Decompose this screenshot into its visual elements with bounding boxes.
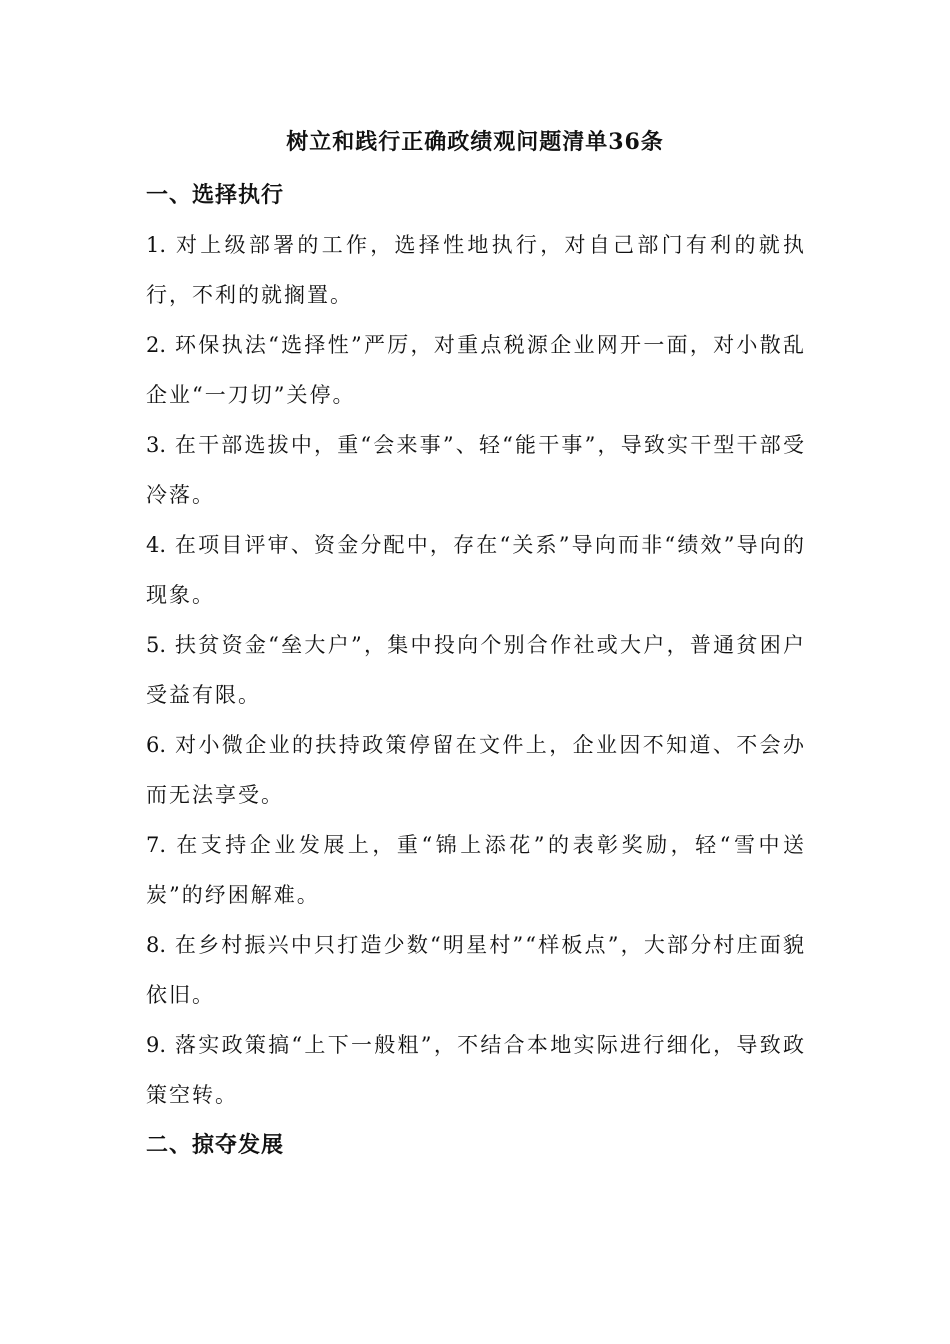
section-heading-2: 二、掠夺发展: [146, 1132, 285, 1158]
item-number: 1.: [146, 233, 167, 257]
list-item: [146, 220, 806, 320]
item-number: 7.: [146, 833, 167, 857]
document-body: [146, 170, 806, 1170]
list-item: [146, 420, 806, 520]
section-heading-1: 一、选择执行: [146, 182, 285, 208]
item-text: 对小微企业的扶持政策停留在文件上，企业因不知道、不会办而无法享受。: [146, 733, 806, 807]
list-item: [146, 520, 806, 620]
item-number: 4.: [146, 533, 167, 557]
item-number: 8.: [146, 933, 167, 957]
list-item: [146, 320, 806, 420]
document-title: 树立和践行正确政绩观问题清单36条: [286, 129, 664, 155]
list-item: [146, 620, 806, 720]
item-text: 扶贫资金“垒大户”，集中投向个别合作社或大户，普通贫困户受益有限。: [146, 633, 806, 707]
item-number: 5.: [146, 633, 167, 657]
item-text: 在干部选拔中，重“会来事”、轻“能干事”，导致实干型干部受冷落。: [146, 433, 806, 507]
item-text: 在乡村振兴中只打造少数“明星村”“样板点”，大部分村庄面貌依旧。: [146, 933, 806, 1007]
list-item: [146, 1020, 806, 1120]
list-item: [146, 720, 806, 820]
list-item: [146, 820, 806, 920]
item-number: 6.: [146, 733, 167, 757]
item-text: 环保执法“选择性”严厉，对重点税源企业网开一面，对小散乱企业“一刀切”关停。: [146, 333, 806, 407]
item-text: 对上级部署的工作，选择性地执行，对自己部门有利的就执行，不利的就搁置。: [146, 233, 806, 307]
item-text: 落实政策搞“上下一般粗”，不结合本地实际进行细化，导致政策空转。: [146, 1033, 806, 1107]
item-number: 9.: [146, 1033, 167, 1057]
item-text: 在项目评审、资金分配中，存在“关系”导向而非“绩效”导向的现象。: [146, 533, 806, 607]
item-number: 3.: [146, 433, 167, 457]
item-text: 在支持企业发展上，重“锦上添花”的表彰奖励，轻“雪中送炭”的纾困解难。: [146, 833, 806, 907]
item-number: 2.: [146, 333, 167, 357]
list-item: [146, 920, 806, 1020]
